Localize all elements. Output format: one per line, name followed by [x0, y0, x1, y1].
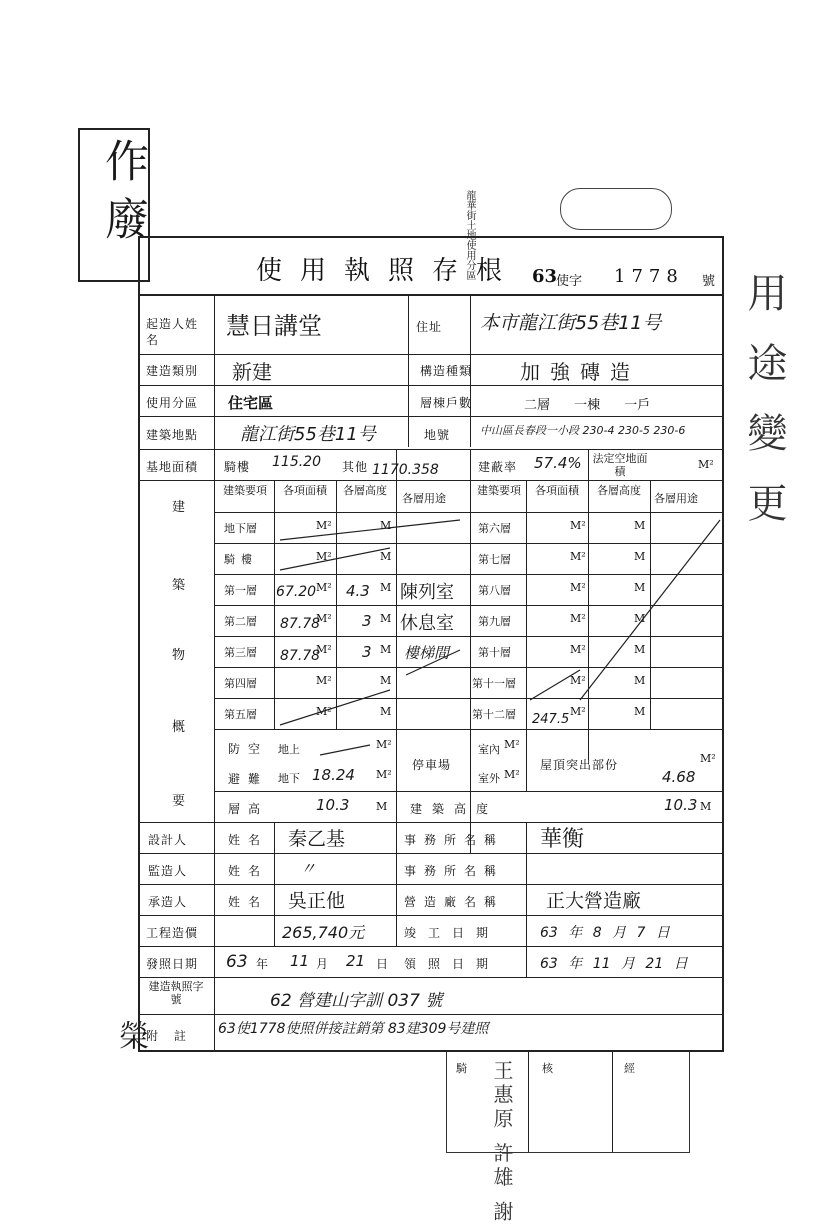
structure-label: 構造種類: [420, 364, 473, 378]
floor-3-use: 樓梯間: [404, 644, 450, 662]
form-number-year: 63: [532, 266, 558, 287]
col-item-left: 建築要項: [223, 484, 267, 497]
side-label-3: 物: [172, 648, 186, 663]
floor-left-4: 第三層: [224, 646, 257, 659]
builder-role: 承造人: [148, 895, 188, 909]
cost-label: 工程造價: [146, 926, 199, 940]
builder-name-label: 姓名: [228, 895, 269, 909]
unit-m2: M²: [504, 738, 520, 751]
designer-office-label: 事務所名稱: [404, 833, 505, 847]
unit-m: M: [700, 800, 712, 813]
unit-m2: M²: [316, 705, 332, 718]
floor-left-6: 第五層: [224, 708, 257, 721]
form-number-value: 1778: [614, 266, 684, 287]
col-area-right: 各項面積: [535, 484, 579, 497]
builder-name: 吳正他: [288, 890, 346, 912]
col-use-right: 各層用途: [654, 492, 698, 505]
cost-value: 265,740元: [282, 923, 365, 942]
builder-firm: 正大營造廠: [546, 890, 642, 912]
floor-3-height: 3: [362, 643, 372, 661]
unit-m2: M²: [316, 519, 332, 532]
unit-m: M: [380, 519, 392, 532]
unit-m2: M²: [376, 738, 392, 751]
floor-right-5: 第十一層: [472, 677, 516, 690]
unit-m2: M²: [316, 550, 332, 563]
storey-height-value: 10.3: [316, 796, 350, 814]
side-label-1: 建: [172, 500, 186, 515]
unit-m: M: [380, 612, 392, 625]
floor-right-2: 第八層: [478, 584, 511, 597]
open-space-unit: M²: [698, 458, 714, 471]
defense-label: 防空: [228, 742, 269, 756]
unit-m: M: [634, 550, 646, 563]
unit-m2: M²: [316, 612, 332, 625]
designer-name: 秦乙基: [288, 828, 346, 850]
unit-m: M: [634, 612, 646, 625]
unit-m2: M²: [570, 550, 586, 563]
notes-label: 附註: [146, 1029, 203, 1043]
unit-m2: M²: [570, 519, 586, 532]
void-stamp-text: 作廢: [97, 138, 148, 254]
supervisor-office-label: 事務所名稱: [404, 864, 505, 878]
floor-3-area: 87.78: [280, 648, 321, 664]
floor-2-height: 3: [362, 612, 372, 630]
storey-height-label: 層高: [228, 802, 269, 816]
notes-value: 63使1778使照併接註銷第 83建309号建照: [218, 1021, 489, 1037]
units-value: 二層 一棟 一戶: [524, 398, 651, 413]
arcade-label: 騎樓: [224, 460, 251, 474]
receive-value: 63 年 11 月 21 日: [540, 956, 688, 972]
site-label: 建築地點: [146, 428, 199, 442]
permit-value: 62 營建山字訓 037 號: [270, 991, 443, 1011]
coverage-label: 建蔽率: [478, 460, 518, 474]
supervisor-name: 〃: [300, 859, 317, 878]
unit-m2: M²: [316, 581, 332, 594]
floor-1-area: 67.20: [276, 584, 317, 600]
signoff-label-2: 核: [542, 1062, 553, 1075]
floor-1-height: 4.3: [346, 582, 370, 600]
floor-2-use: 休息室: [400, 613, 454, 634]
unit-m: M: [634, 643, 646, 656]
unit-m2: M²: [316, 674, 332, 687]
form-title: 使用執照存根: [256, 256, 521, 286]
floor-left-1: 騎樓: [224, 553, 258, 566]
structure-value: 加強磚造: [520, 360, 640, 384]
side-label-4: 概: [172, 720, 186, 735]
form-number-prefix: 使字: [556, 274, 583, 289]
issue-year-unit: 年: [256, 957, 269, 971]
roof-label: 屋頂突出部份: [540, 758, 619, 772]
unit-m2: M²: [570, 581, 586, 594]
unit-m: M: [380, 550, 392, 563]
side-label-5: 要: [172, 794, 186, 809]
floor-right-3: 第九層: [478, 615, 511, 628]
right-margin-text: 用途變更: [741, 272, 787, 552]
signoff-names: 王惠原 許雄 謝: [490, 1060, 514, 1225]
open-space-label: 法定空地面積: [592, 452, 648, 478]
side-note-box: [560, 188, 672, 230]
issue-day: 21: [346, 952, 366, 970]
building-type-label: 建造類別: [146, 364, 199, 378]
completion-value: 63 年 8 月 7 日: [540, 925, 670, 941]
building-height-value: 10.3: [664, 796, 698, 814]
col-item-right: 建築要項: [477, 484, 521, 497]
floor-right-1: 第七層: [478, 553, 511, 566]
margin-mark: 榮: [113, 1020, 148, 1050]
unit-m2: M²: [570, 612, 586, 625]
other-value: 1170.358: [372, 462, 439, 478]
unit-m: M: [380, 674, 392, 687]
designer-role: 設計人: [148, 833, 188, 847]
side-label-2: 築: [172, 578, 186, 593]
parking-label: 停車場: [412, 758, 452, 772]
designer-name-label: 姓名: [228, 833, 269, 847]
unit-m: M: [380, 705, 392, 718]
unit-m: M: [634, 674, 646, 687]
col-area-left: 各項面積: [283, 484, 327, 497]
below-value: 18.24: [312, 766, 355, 784]
floor-left-2: 第一層: [224, 584, 257, 597]
floor-right-4: 第十層: [478, 646, 511, 659]
signoff-box: [446, 1052, 690, 1153]
floor-2-area: 87.78: [280, 616, 321, 632]
issue-label: 發照日期: [146, 957, 199, 971]
coverage-value: 57.4%: [534, 454, 582, 472]
building-height-label: 建築高度: [410, 802, 499, 816]
unit-m: M: [376, 800, 388, 813]
outdoor-label: 室外: [478, 772, 500, 785]
base-area-label: 基地面積: [146, 460, 199, 474]
zoning-value: 住宅區: [228, 394, 274, 412]
site-value: 龍江街55巷11号: [240, 424, 376, 445]
issue-year: 63: [226, 952, 248, 972]
supervisor-role: 監造人: [148, 864, 188, 878]
evac-label: 避難: [228, 772, 269, 786]
floor-total: 247.5: [532, 712, 570, 727]
side-note-top: 龍華街土地使用分區: [464, 190, 475, 280]
unit-m2: M²: [570, 643, 586, 656]
applicant-label: 起造人姓名: [146, 317, 199, 347]
completion-label: 竣工日期: [404, 926, 501, 940]
col-height-right: 各層高度: [597, 484, 641, 497]
roof-value: 4.68: [662, 768, 696, 786]
issue-month-unit: 月: [316, 957, 329, 971]
lot-value: 中山區長春段一小段 230-4 230-5 230-6: [480, 424, 686, 437]
unit-m2: M²: [700, 752, 716, 765]
issue-month: 11: [290, 952, 310, 970]
designer-office: 華衡: [540, 827, 585, 852]
units-label: 層棟戶數: [420, 396, 473, 410]
unit-m: M: [634, 705, 646, 718]
address-label: 住址: [416, 320, 443, 334]
floor-right-0: 第六層: [478, 522, 511, 535]
building-type-value: 新建: [232, 360, 272, 384]
unit-m: M: [634, 581, 646, 594]
col-use-left: 各層用途: [402, 492, 446, 505]
floor-1-use: 陳列室: [400, 582, 454, 603]
floor-right-6: 第十二層: [472, 708, 516, 721]
address-value: 本市龍江街55巷11号: [480, 312, 662, 334]
unit-m: M: [380, 581, 392, 594]
zoning-label: 使用分區: [146, 396, 199, 410]
unit-m2: M²: [570, 705, 586, 718]
unit-m: M: [634, 519, 646, 532]
floor-left-5: 第四層: [224, 677, 257, 690]
form-number-suffix: 號: [702, 274, 716, 289]
unit-m: M: [380, 643, 392, 656]
supervisor-name-label: 姓名: [228, 864, 269, 878]
builder-firm-label: 營造廠名稱: [404, 895, 505, 909]
arcade-value: 115.20: [272, 454, 321, 470]
other-label: 其他: [342, 460, 369, 474]
unit-m2: M²: [316, 643, 332, 656]
col-height-left: 各層高度: [343, 484, 387, 497]
applicant-name: 慧日講堂: [226, 312, 322, 340]
floor-left-3: 第二層: [224, 615, 257, 628]
unit-m2: M²: [504, 768, 520, 781]
below-label: 地下: [278, 772, 300, 785]
signoff-label-3: 經: [624, 1062, 635, 1075]
unit-m2: M²: [570, 674, 586, 687]
above-label: 地上: [278, 743, 300, 756]
unit-m2: M²: [376, 768, 392, 781]
signoff-label-1: 騎: [456, 1062, 467, 1075]
lot-label: 地號: [424, 428, 451, 442]
floor-left-0: 地下層: [224, 522, 257, 535]
permit-label: 建造執照字號: [148, 980, 204, 1006]
indoor-label: 室內: [478, 743, 500, 756]
issue-day-unit: 日: [376, 957, 389, 971]
receive-label: 領照日期: [404, 957, 501, 971]
